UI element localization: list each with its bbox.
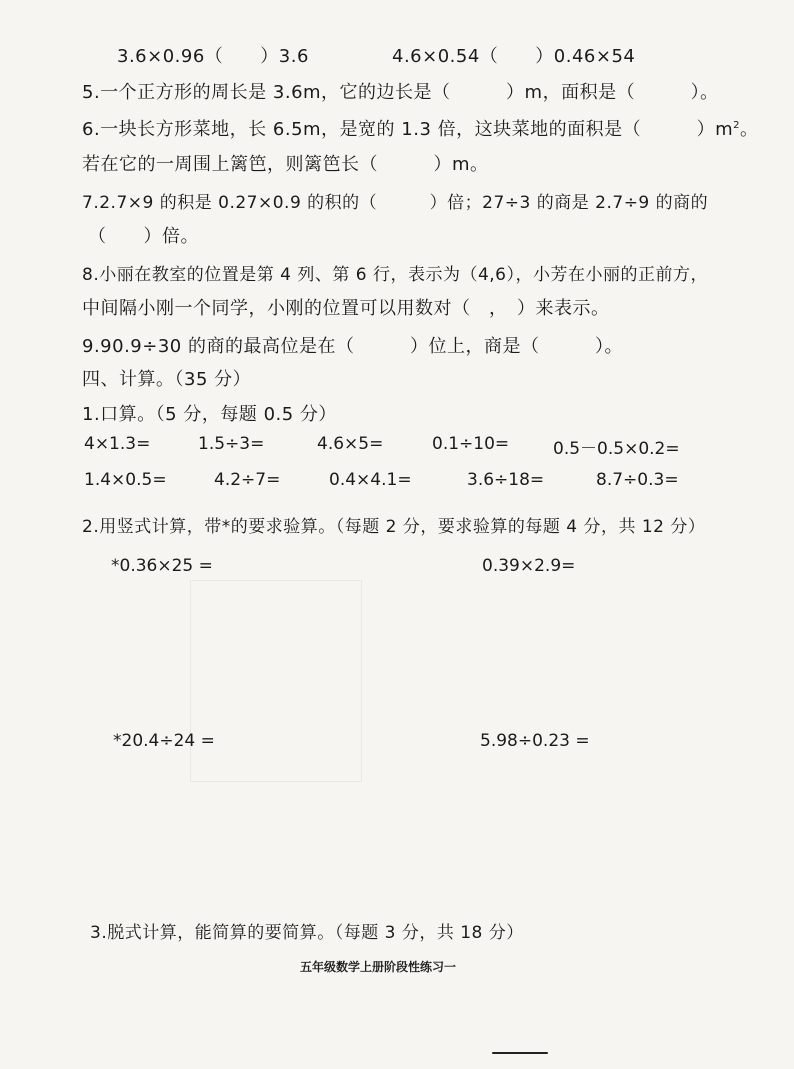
question-7-line-1: 7.2.7×9 的积是 0.27×0.9 的积的（ ）倍；27÷3 的商是 2.7÷9 的商的 xyxy=(82,193,709,213)
page-footer: 五年级数学上册阶段性练习一 xyxy=(300,960,457,974)
q4-right-expression: 4.6×0.54（ ）0.46×54 xyxy=(392,46,636,67)
question-8-line-2: 中间隔小刚一个同学，小刚的位置可以用数对（ ， ）来表示。 xyxy=(82,298,610,319)
unit-superscript: 2 xyxy=(733,120,741,131)
mixed-calc-title: 3.脱式计算，能简算的要简算。（每题 3 分，共 18 分） xyxy=(90,923,524,943)
vertical-problem: *0.36×25 = xyxy=(111,556,213,576)
question-8-line-1: 8.小丽在教室的位置是第 4 列、第 6 行，表示为（4,6），小芳在小丽的正前方， xyxy=(82,265,709,285)
page-number-dash xyxy=(492,1052,548,1054)
question-6-line-1 xyxy=(82,115,759,141)
question-7-line-2: （ ）倍。 xyxy=(88,226,199,247)
bleed-through-grid xyxy=(190,580,362,782)
section-4-heading: 四、计算。（35 分） xyxy=(82,369,252,390)
oral-item: 4.2÷7= xyxy=(214,470,281,490)
question-6-line-2: 若在它的一周围上篱笆，则篱笆长（ ）m。 xyxy=(82,154,489,175)
oral-item: 0.1÷10= xyxy=(432,434,510,454)
question-9: 9.90.9÷30 的商的最高位是在（ ）位上，商是（ ）。 xyxy=(82,336,623,357)
oral-item: 1.5÷3= xyxy=(198,434,265,454)
q4-left-expression: 3.6×0.96（ ）3.6 xyxy=(117,46,309,67)
oral-item: 8.7÷0.3= xyxy=(596,470,679,490)
oral-item: 4×1.3= xyxy=(84,434,151,454)
oral-item: 3.6÷18= xyxy=(467,470,545,490)
question-6-end: 。 xyxy=(740,119,759,140)
question-5: 5.一个正方形的周长是 3.6m，它的边长是（ ）m，面积是（ ）。 xyxy=(82,82,719,103)
oral-item: 0.5－0.5×0.2= xyxy=(553,439,680,459)
question-6-text: 6.一块长方形菜地，长 6.5m，是宽的 1.3 倍，这块菜地的面积是（ ）m xyxy=(82,119,734,140)
vertical-problem: *20.4÷24 = xyxy=(113,731,215,751)
oral-item: 0.4×4.1= xyxy=(329,470,412,490)
oral-item: 1.4×0.5= xyxy=(84,470,167,490)
oral-calc-title: 1.口算。（5 分，每题 0.5 分） xyxy=(82,404,337,425)
vertical-problem: 0.39×2.9= xyxy=(482,556,576,576)
oral-item: 4.6×5= xyxy=(317,434,384,454)
vertical-problem: 5.98÷0.23 = xyxy=(480,731,590,751)
vertical-calc-title: 2.用竖式计算，带*的要求验算。（每题 2 分，要求验算的每题 4 分，共 12 分） xyxy=(82,517,706,537)
